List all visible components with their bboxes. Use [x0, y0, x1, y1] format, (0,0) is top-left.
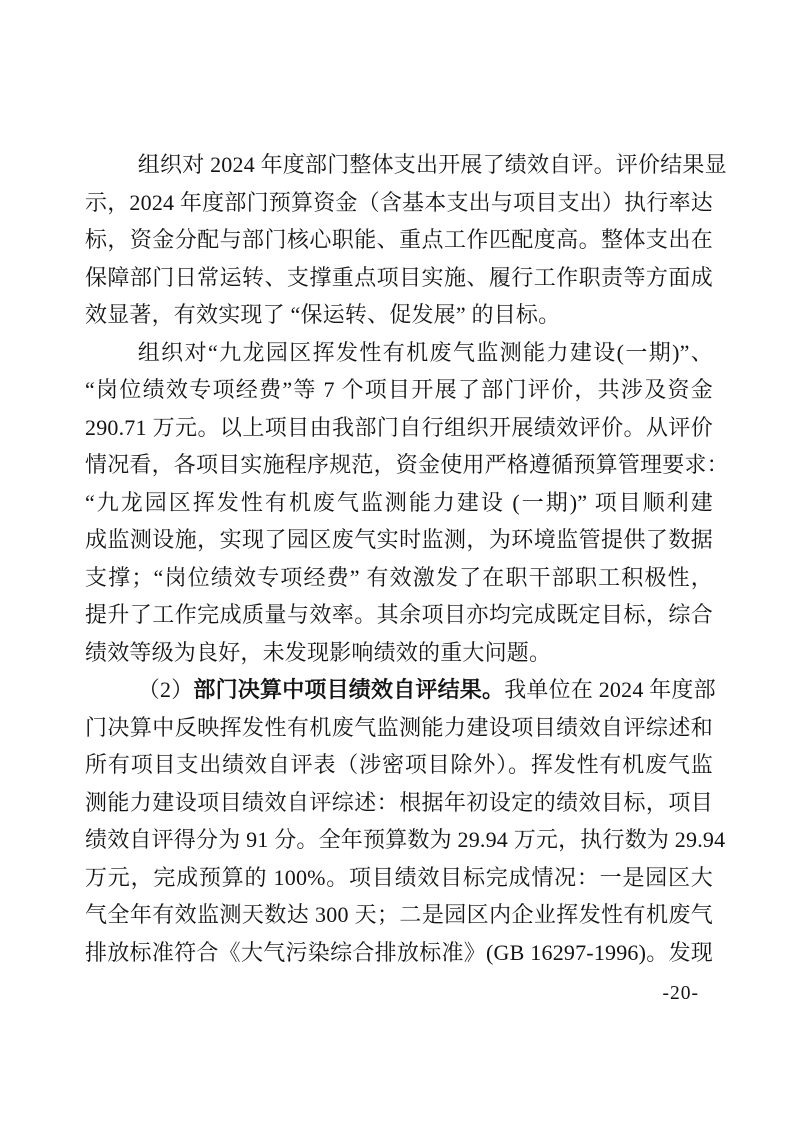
text-line: 所有项目支出绩效自评表（涉密项目除外）。挥发性有机废气监 — [85, 752, 713, 777]
text-line: 效显著，有效实现了 “保运转、促发展” 的目标。 — [85, 302, 561, 327]
text-line: 门决算中反映挥发性有机废气监测能力建设项目绩效自评综述和 — [85, 714, 713, 740]
document-body — [85, 146, 729, 971]
text-line: 提升了工作完成质量与效率。其余项目亦均完成既定目标，综合 — [85, 602, 713, 627]
text-line: 情况看，各项目实施程序规范，资金使用严格遵循预算管理要求： — [85, 452, 729, 477]
text-line: 成监测设施，实现了园区废气实时监测，为环境监管提供了数据 — [85, 527, 713, 552]
text-line: 气全年有效监测天数达 300 天；二是园区内企业挥发性有机废气 — [85, 902, 713, 927]
text-line: “岗位绩效专项经费”等 7 个项目开展了部门评价，共涉及资金 — [85, 377, 713, 402]
text-line: 排放标准符合《大气污染综合排放标准》(GB 16297-1996)。发现 — [85, 939, 713, 965]
text-line: 290.71 万元。以上项目由我部门自行组织开展绩效评价。从评价 — [85, 414, 713, 440]
text-line: 组织对“九龙园区挥发性有机废气监测能力建设(一期)”、 — [137, 339, 713, 365]
text-line: 绩效自评得分为 91 分。全年预算数为 29.94 万元，执行数为 29.94 — [85, 827, 726, 852]
text-line: 标，资金分配与部门核心职能、重点工作匹配度高。整体支出在 — [85, 227, 713, 252]
inline-heading: 部门决算中项目绩效自评结果。 — [193, 677, 505, 702]
text-line: 测能力建设项目绩效自评综述：根据年初设定的绩效目标，项目 — [85, 789, 713, 815]
text-line: 保障部门日常运转、支撑重点项目实施、履行工作职责等方面成 — [85, 264, 713, 290]
text-line: “九龙园区挥发性有机废气监测能力建设 (一期)” 项目顺利建 — [85, 489, 713, 515]
text-line: 万元，完成预算的 100%。项目绩效目标完成情况：一是园区大 — [85, 864, 713, 890]
text-run: 我单位在 2024 年度部 — [504, 677, 716, 702]
text-line: 示，2024 年度部门预算资金（含基本支出与项目支出）执行率达 — [85, 189, 713, 215]
text-line: 组织对 2024 年度部门整体支出开展了绩效自评。评价结果显 — [137, 152, 727, 177]
text-line-with-heading — [85, 671, 716, 709]
text-line: 支撑；“岗位绩效专项经费” 有效激发了在职干部职工积极性， — [85, 564, 713, 590]
text-line: 绩效等级为良好，未发现影响绩效的重大问题。 — [85, 639, 552, 665]
page-number: -20- — [662, 983, 699, 1004]
list-number: （2） — [137, 677, 194, 702]
